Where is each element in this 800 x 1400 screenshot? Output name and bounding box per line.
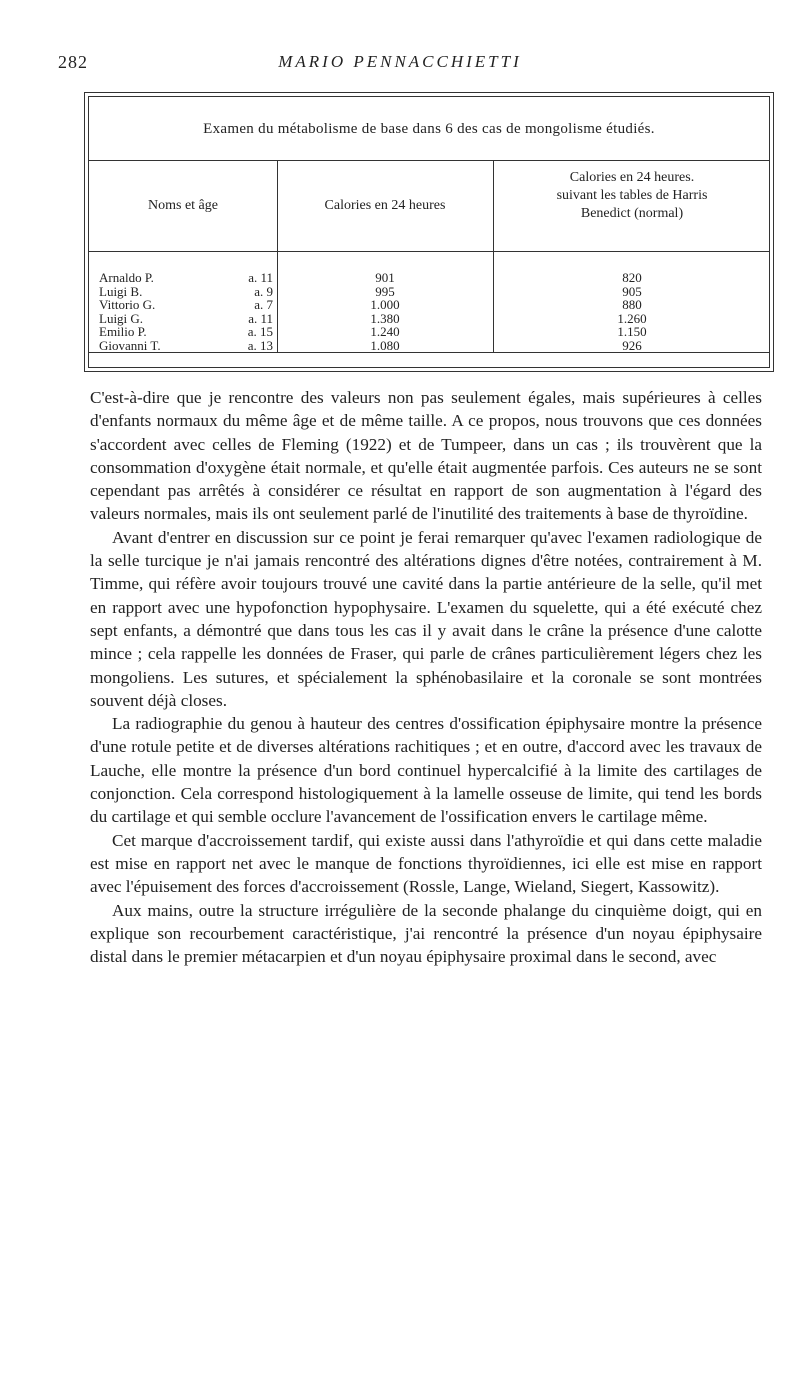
measured-calories: 1.240 (370, 324, 400, 339)
column-header-line: Calories en 24 heures. (569, 170, 695, 185)
table-body (89, 271, 769, 352)
table-rule-header (89, 251, 769, 252)
measured-calories: 901 (375, 270, 395, 285)
patient-name: Giovanni T. (99, 337, 161, 353)
table-row (89, 285, 769, 299)
page-header (0, 52, 800, 78)
measured-calories: 1.080 (370, 337, 400, 353)
column-header-normal-calories (493, 169, 771, 223)
paragraph: Avant d'entrer en discussion sur ce point je ferai remarquer qu'avec l'examen radiologique de la selle turcique je n'ai jamais rencontré des altérations dignes d'être notées, contrairement à M. Timme, qui réfère avoir toujours trouvé une cavité dans la partie antérieure de la selle, qu'il met en rapport avec une hypofonction hypophysaire. L'examen du squelette, qui a été exécuté chez sept enfants, a démontré que dans tous les cas il y avait dans le crâne la présence d'une calotte mince ; cela rappelle les données de Fraser, qui parle de crânes particulièrement légers chez les mongoliens. Les sutures, et spécialement la sphénobasilaire et la coronale se sont montrées souvent déjà closes. (90, 527, 762, 710)
normal-calories: 926 (622, 337, 642, 353)
patient-age: a. 13 (247, 337, 273, 353)
patient-name: Vittorio G. (99, 297, 156, 312)
page-number: 282 (58, 52, 88, 72)
patient-name: Arnaldo P. (99, 270, 154, 285)
paragraph: C'est-à-dire que je rencontre des valeurs non pas seulement égales, mais supérieures à celles d'enfants normaux du même âge et de même taille. A ce propos, nous trouvons que ces données s'accordent avec celles de Fleming (1922) et de Tumpeer, dans un cas ; ils trouvèrent que la consommation d'oxygène était normale, et qu'elle était augmentée parfois. Ces auteurs ne se sont cependant pas arrêtés à considérer ce résultat en rapport de son augmentation à l'égard des valeurs normales, mais ils ont seulement parlé de l'inutilité des traitements à base de thyroïdine. (90, 388, 762, 524)
measured-calories: 995 (375, 283, 395, 299)
table-rule-bottom (89, 352, 769, 353)
table-row (89, 298, 769, 312)
paragraph: Cet marque d'accroissement tardif, qui existe aussi dans l'athyroïdie et qui dans cette maladie est mise en rapport net avec le manque de fonctions thyroïdiennes, ici elle est mise en rapport avec l'épuisement des forces d'accroissement (Rossle, Lange, Wieland, Siegert, Kassowitz). (90, 830, 762, 897)
paragraph: Aux mains, outre la structure irrégulière de la seconde phalange du cinquième doigt, qui en explique son recourbement caractéristique, j'ai rencontré la présence d'un noyau épiphysaire distal dans le premier métacarpien et d'un noyau épiphysaire proximal dans le second, avec (90, 900, 762, 967)
patient-name: Luigi G. (99, 310, 144, 326)
patient-name: Emilio P. (99, 324, 147, 339)
patient-age: a. 9 (254, 283, 273, 299)
patient-age: a. 7 (254, 297, 273, 312)
patient-name: Luigi B. (99, 283, 143, 299)
patient-age: a. 15 (247, 324, 273, 339)
table-rule-top (89, 160, 769, 161)
paragraph: La radiographie du genou à hauteur des centres d'ossification épiphysaire montre la présence d'une rotule petite et de diverses altérations rachitiques ; et en outre, d'accord avec les travaux de Lauche, elle montre la présence d'un bord continuel hypercalcifié à la limite des cartilages de conjonction. Cela correspond histologiquement à la lamelle osseuse de limite, qui tend les bords du cartilage et qui semble occlure l'avancement de l'ossification envers le cartilage même. (90, 714, 762, 827)
normal-calories: 1.150 (617, 324, 647, 339)
normal-calories: 1.260 (617, 310, 647, 326)
column-header-line: suivant les tables de Harris (556, 188, 708, 203)
patient-age: a. 11 (248, 270, 273, 285)
running-title: MARIO PENNACCHIETTI (278, 52, 522, 71)
table-row (89, 312, 769, 326)
column-header-name-age: Noms et âge (148, 198, 218, 213)
measured-calories: 1.380 (370, 310, 400, 326)
patient-age: a. 11 (248, 310, 273, 326)
table-row (89, 325, 769, 339)
body-text (90, 386, 762, 968)
normal-calories: 905 (622, 283, 642, 299)
column-header-calories: Calories en 24 heures (324, 198, 446, 213)
normal-calories: 820 (622, 270, 642, 285)
table-row (89, 339, 769, 353)
metabolism-table (88, 96, 770, 368)
normal-calories: 880 (622, 297, 642, 312)
table-row (89, 271, 769, 285)
column-header-line: Benedict (normal) (580, 206, 684, 221)
table-caption: Examen du métabolisme de base dans 6 des cas de mongolisme étudiés. (203, 121, 655, 137)
measured-calories: 1.000 (370, 297, 400, 312)
